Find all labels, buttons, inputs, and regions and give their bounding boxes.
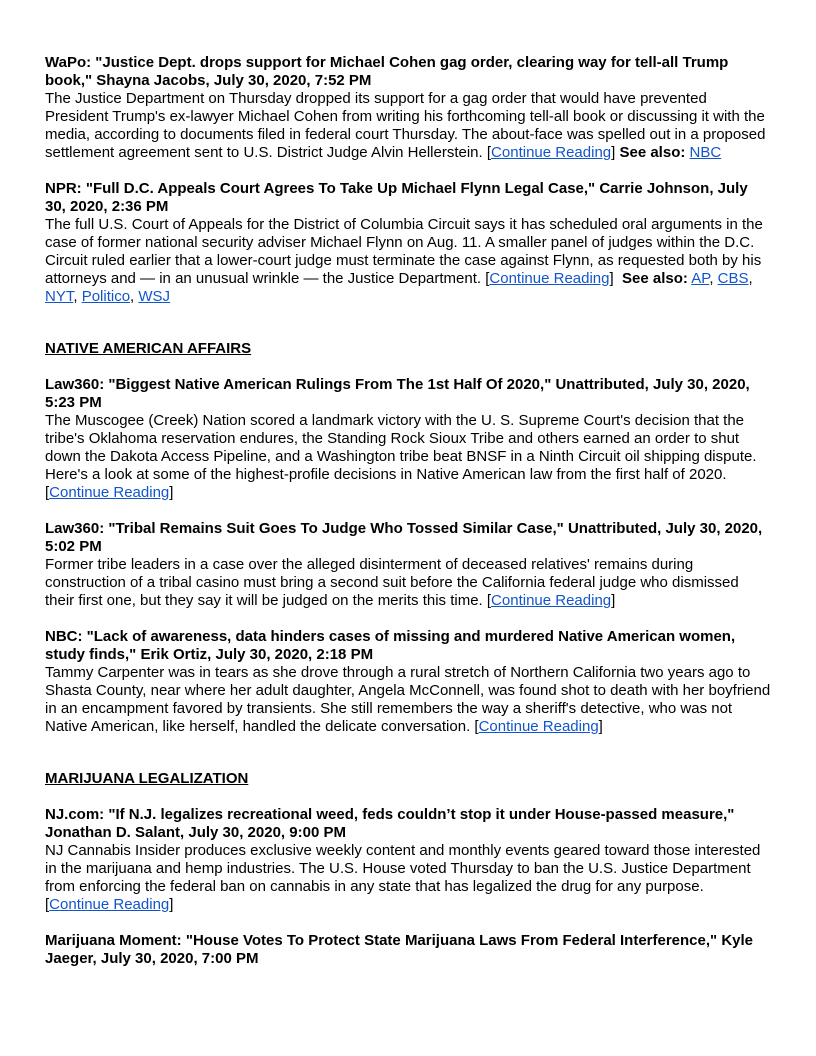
see-also-label: See also: (619, 144, 686, 161)
continue-reading-link[interactable]: Continue Reading (491, 144, 612, 161)
article (45, 54, 771, 162)
continue-reading-link[interactable]: Continue Reading (478, 718, 599, 735)
summary-text: The full U.S. Court of Appeals for the District of Columbia Circuit says it has scheduled oral arguments in the case of former national security adviser Michael Flynn on Aug. 11. A smaller panel of judges within the D.C. Circuit ruled earlier that a lower-court judge must terminate the case against Flynn, as requested both by his attorneys and — in an unusual wrinkle — the Justice Department. (45, 216, 763, 287)
article-headline: Marijuana Moment: "House Votes To Protect State Marijuana Laws From Federal Interference," Kyle Jaeger, July 30, 2020, 7:00 PM (45, 932, 754, 967)
section-heading-native-american-affairs: NATIVE AMERICAN AFFAIRS (45, 340, 252, 357)
summary-text: Former tribe leaders in a case over the alleged disinterment of deceased relatives' remains during construction of a tribal casino must bring a second suit before the California federal judge who dismissed their first one, but they say it will be judged on the merits this time. (45, 556, 739, 609)
article-summary: Former tribe leaders in a case over the alleged disinterment of deceased relatives' remains during construction of a tribal casino must bring a second suit before the California federal judge who dismissed their first one, but they say it will be judged on the merits this time. [Continue Reading] (45, 556, 739, 609)
article-headline: NJ.com: "If N.J. legalizes recreational weed, feds couldn’t stop it under House-passed measure," Jonathan D. Salant, July 30, 2020, 9:00 PM (45, 806, 735, 841)
see-also-link-nyt[interactable]: NYT (45, 288, 74, 305)
see-also-link-cbs[interactable]: CBS (717, 270, 749, 287)
see-also-label: See also: (622, 270, 688, 287)
continue-reading-link[interactable]: Continue Reading (49, 484, 170, 501)
continue-reading-link[interactable]: Continue Reading (489, 270, 610, 287)
summary-text: The Justice Department on Thursday dropped its support for a gag order that would have prevented President Trump's ex-lawyer Michael Cohen from writing his forthcoming tell-all book or discussing it with the media, according to documents filed in federal court Thursday. The about-face was spelled out in a proposed settlement agreement sent to U.S. District Judge Alvin Hellerstein. (45, 90, 766, 161)
article (45, 932, 771, 968)
see-also-link-nbc[interactable]: NBC (689, 144, 722, 161)
see-also-link-politico[interactable]: Politico (81, 288, 131, 305)
article-headline: NPR: "Full D.C. Appeals Court Agrees To Take Up Michael Flynn Legal Case," Carrie Johnson, July 30, 2020, 2:36 PM (45, 180, 748, 215)
summary-text: Tammy Carpenter was in tears as she drove through a rural stretch of Northern California two years ago to Shasta County, near where her adult daughter, Angela McConnell, was found shot to death with her boyfriend in an encampment favored by transients. She still remembers the way a sheriff's detective, who was not Native American, like herself, handled the delicate conversation. (45, 664, 771, 735)
article (45, 520, 771, 610)
summary-text: NJ Cannabis Insider produces exclusive weekly content and monthly events geared toward those interested in the marijuana and hemp industries. The U.S. House voted Thursday to ban the U.S. Justice Department from enforcing the federal ban on cannabis in any state that has legalized the drug for any purpose. (45, 842, 761, 895)
article-summary: NJ Cannabis Insider produces exclusive weekly content and monthly events geared toward those interested in the marijuana and hemp industries. The U.S. House voted Thursday to ban the U.S. Justice Department from enforcing the federal ban on cannabis in any state that has legalized the drug for any purpose. [Continue Reading] (45, 842, 761, 913)
article-summary: The Muscogee (Creek) Nation scored a landmark victory with the U. S. Supreme Court's decision that the tribe's Oklahoma reservation endures, the Standing Rock Sioux Tribe and others earned an order to shut down the Dakota Access Pipeline, and a Washington tribe beat BNSF in a Ninth Circuit oil shipping dispute. Here's a look at some of the highest-profile decisions in Native American law from the first half of 2020. [Continue Reading] (45, 412, 757, 501)
see-also-link-ap[interactable]: AP (691, 270, 710, 287)
article-headline: NBC: "Lack of awareness, data hinders cases of missing and murdered Native American women, study finds," Erik Ortiz, July 30, 2020, 2:18 PM (45, 628, 736, 663)
article-summary: The full U.S. Court of Appeals for the District of Columbia Circuit says it has scheduled oral arguments in the case of former national security adviser Michael Flynn on Aug. 11. A smaller panel of judges within the D.C. Circuit ruled earlier that a lower-court judge must terminate the case against Flynn, as requested both by his attorneys and — in an unusual wrinkle — the Justice Department. [Continue Reading] See also: AP, CBS, NYT, Politico, WSJ (45, 216, 763, 305)
article-headline: Law360: "Tribal Remains Suit Goes To Judge Who Tossed Similar Case," Unattributed, July 30, 2020, 5:02 PM (45, 520, 763, 555)
article (45, 806, 771, 914)
article-summary: Tammy Carpenter was in tears as she drove through a rural stretch of Northern California two years ago to Shasta County, near where her adult daughter, Angela McConnell, was found shot to death with her boyfriend in an encampment favored by transients. She still remembers the way a sheriff's detective, who was not Native American, like herself, handled the delicate conversation. [Continue Reading] (45, 664, 771, 735)
article-headline: Law360: "Biggest Native American Rulings From The 1st Half Of 2020," Unattributed, July 30, 2020, 5:23 PM (45, 376, 750, 411)
article-summary: The Justice Department on Thursday dropped its support for a gag order that would have prevented President Trump's ex-lawyer Michael Cohen from writing his forthcoming tell-all book or discussing it with the media, according to documents filed in federal court Thursday. The about-face was spelled out in a proposed settlement agreement sent to U.S. District Judge Alvin Hellerstein. [Continue Reading] See also: NBC (45, 90, 766, 161)
summary-text: The Muscogee (Creek) Nation scored a landmark victory with the U. S. Supreme Court's decision that the tribe's Oklahoma reservation endures, the Standing Rock Sioux Tribe and others earned an order to shut down the Dakota Access Pipeline, and a Washington tribe beat BNSF in a Ninth Circuit oil shipping dispute. Here's a look at some of the highest-profile decisions in Native American law from the first half of 2020. (45, 412, 757, 483)
section-heading-marijuana-legalization: MARIJUANA LEGALIZATION (45, 770, 249, 787)
article-headline: WaPo: "Justice Dept. drops support for Michael Cohen gag order, clearing way for tell-all Trump book," Shayna Jacobs, July 30, 2020, 7:52 PM (45, 54, 729, 89)
article (45, 180, 771, 306)
article (45, 376, 771, 502)
continue-reading-link[interactable]: Continue Reading (49, 896, 170, 913)
continue-reading-link[interactable]: Continue Reading (491, 592, 612, 609)
see-also-link-wsj[interactable]: WSJ (138, 288, 171, 305)
article (45, 628, 771, 736)
